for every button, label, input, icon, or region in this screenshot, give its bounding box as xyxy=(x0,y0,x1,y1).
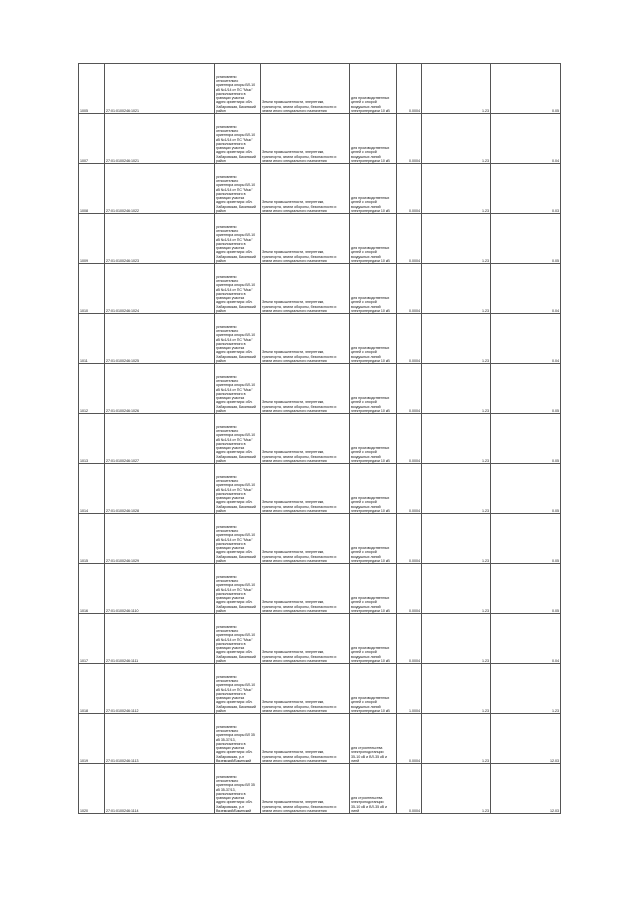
land-category-cell xyxy=(261,164,350,214)
area-value: 0.0004 xyxy=(409,158,420,163)
location-description-cell xyxy=(215,264,261,314)
coefficient-value: 1.23 xyxy=(482,158,489,163)
coefficient-value: 1.23 xyxy=(482,708,489,713)
permitted-use-cell xyxy=(350,514,397,564)
coefficient-value-cell xyxy=(422,164,491,214)
permitted-use-cell xyxy=(350,164,397,214)
row-number: 1014 xyxy=(80,508,88,513)
land-category: Земли промышленности, энергетики, транспорта, земли обороны, безопасности и земли иного специального назначения xyxy=(262,100,337,113)
coefficient-value-cell xyxy=(422,114,491,164)
amount-value-cell xyxy=(491,64,561,114)
cadastral-number: 27:01:0100246:1110 xyxy=(106,608,139,613)
row-number-cell xyxy=(79,464,105,514)
permitted-use: для производственных целей с опорой воздушных линий электропередачи 10 кВ xyxy=(351,496,390,513)
coefficient-value-cell xyxy=(422,264,491,314)
area-value-cell xyxy=(397,264,422,314)
amount-value-cell xyxy=(491,714,561,764)
permitted-use: для производственных целей с опорой воздушных линий электропередачи 10 кВ xyxy=(351,96,390,113)
row-number: 1010 xyxy=(80,308,88,313)
land-category: Земли промышленности, энергетики, транспорта, земли обороны, безопасности и земли иного специального назначения xyxy=(262,250,337,263)
table-row xyxy=(79,364,561,414)
location-description: установлено относительно ориентира опоры ВЛ-10 кВ №1/14 от ПС "Мыс" расположенного в границах участка адрес ориентира: обл. Хабаровская, Бикинский район xyxy=(216,424,256,463)
area-value: 0.0004 xyxy=(409,308,420,313)
amount-value: 0.04 xyxy=(552,358,559,363)
row-number-cell xyxy=(79,164,105,214)
coefficient-value: 1.23 xyxy=(482,458,489,463)
cadastral-number-cell xyxy=(105,514,215,564)
coefficient-value-cell xyxy=(422,364,491,414)
location-description: установлено относительно ориентира опоры ВЛ-10 кВ №1/14 от ПС "Мыс" расположенного в границах участка адрес ориентира: обл. Хабаровская, Бикинский район xyxy=(216,624,256,663)
amount-value: 0.05 xyxy=(552,458,559,463)
cadastral-number: 27:01:0100246:1026 xyxy=(106,408,139,413)
land-category-cell xyxy=(261,264,350,314)
area-value: 0.0004 xyxy=(409,458,420,463)
table-row xyxy=(79,714,561,764)
land-category: Земли промышленности, энергетики, транспорта, земли обороны, безопасности и земли иного специального назначения xyxy=(262,600,337,613)
cadastral-number: 27:01:0100246:1025 xyxy=(106,358,139,363)
location-description-cell xyxy=(215,514,261,564)
coefficient-value-cell xyxy=(422,764,491,814)
land-category: Земли промышленности, энергетики, транспорта, земли обороны, безопасности и земли иного специального назначения xyxy=(262,150,337,163)
row-number-cell xyxy=(79,764,105,814)
permitted-use: для производственных целей с опорой воздушных линий электропередачи 10 кВ xyxy=(351,646,390,663)
row-number-cell xyxy=(79,564,105,614)
land-category: Земли промышленности, энергетики, транспорта, земли обороны, безопасности и земли иного специального назначения xyxy=(262,350,337,363)
cadastral-number-cell xyxy=(105,614,215,664)
row-number-cell xyxy=(79,314,105,364)
cadastral-number: 27:01:0100246:1024 xyxy=(106,308,139,313)
row-number: 1020 xyxy=(80,808,88,813)
land-category-cell xyxy=(261,764,350,814)
location-description: установлено относительно ориентира опоры ВЛ-10 кВ №1/14 от ПС "Мыс" расположенного в границах участка адрес ориентира: обл. Хабаровская, Бикинский район xyxy=(216,274,256,313)
location-description: установлено относительно ориентира опоры ВЛ-10 кВ №1/14 от ПС "Мыс" расположенного в границах участка адрес ориентира: обл. Хабаровская, Бикинский район xyxy=(216,224,256,263)
amount-value: 0.05 xyxy=(552,558,559,563)
amount-value: 12.03 xyxy=(550,808,559,813)
area-value-cell xyxy=(397,114,422,164)
cadastral-number: 27:01:0100246:1021 xyxy=(106,108,139,113)
area-value: 0.0004 xyxy=(409,808,420,813)
location-description: установлено относительно ориентира опоры ВЛ-10 кВ №1/14 от ПС "Мыс" расположенного в границах участка адрес ориентира: обл. Хабаровская, Бикинский район xyxy=(216,124,256,163)
location-description: установлено относительно ориентира опоры ВЛ-10 кВ №1/14 от ПС "Мыс" расположенного в границах участка адрес ориентира: обл. Хабаровская, Бикинский район xyxy=(216,674,256,713)
location-description-cell xyxy=(215,64,261,114)
cadastral-number-cell xyxy=(105,764,215,814)
cadastral-number-cell xyxy=(105,714,215,764)
land-category-cell xyxy=(261,414,350,464)
area-value-cell xyxy=(397,464,422,514)
cadastral-number: 27:01:0100246:1022 xyxy=(106,208,139,213)
permitted-use-cell xyxy=(350,364,397,414)
coefficient-value-cell xyxy=(422,64,491,114)
land-category: Земли промышленности, энергетики, транспорта, земли обороны, безопасности и земли иного специального назначения xyxy=(262,750,337,763)
row-number-cell xyxy=(79,114,105,164)
location-description: установлено относительно ориентира опоры ВЛ-10 кВ №1/14 от ПС "Мыс" расположенного в границах участка адрес ориентира: обл. Хабаровская, Бикинский район xyxy=(216,574,256,613)
coefficient-value: 1.23 xyxy=(482,808,489,813)
row-number: 1019 xyxy=(80,758,88,763)
coefficient-value: 1.23 xyxy=(482,308,489,313)
row-number: 1007 xyxy=(80,158,88,163)
amount-value-cell xyxy=(491,414,561,464)
area-value-cell xyxy=(397,564,422,614)
table-row xyxy=(79,664,561,714)
cadastral-number-cell xyxy=(105,114,215,164)
row-number-cell xyxy=(79,364,105,414)
coefficient-value: 1.23 xyxy=(482,758,489,763)
land-category: Земли промышленности, энергетики, транспорта, земли обороны, безопасности и земли иного специального назначения xyxy=(262,300,337,313)
permitted-use: для производственных целей с опорой воздушных линий электропередачи 10 кВ xyxy=(351,446,390,463)
location-description: установлено относительно ориентира опоры ВЛ 35 кВ 35-37/13, расположенного в границах участка адрес ориентира: обл. Хабаровская, р-н Вяземский/Бикинский xyxy=(216,774,255,813)
location-description-cell xyxy=(215,314,261,364)
area-value-cell xyxy=(397,364,422,414)
amount-value-cell xyxy=(491,114,561,164)
permitted-use-cell xyxy=(350,664,397,714)
location-description-cell xyxy=(215,114,261,164)
amount-value-cell xyxy=(491,314,561,364)
table-row xyxy=(79,514,561,564)
amount-value-cell xyxy=(491,364,561,414)
land-category: Земли промышленности, энергетики, транспорта, земли обороны, безопасности и земли иного специального назначения xyxy=(262,500,337,513)
row-number: 1011 xyxy=(80,358,88,363)
location-description: установлено относительно ориентира опоры ВЛ-10 кВ №1/14 от ПС "Мыс" расположенного в границах участка адрес ориентира: обл. Хабаровская, Бикинский район xyxy=(216,524,256,563)
land-category-cell xyxy=(261,514,350,564)
amount-value-cell xyxy=(491,214,561,264)
land-category-cell xyxy=(261,714,350,764)
location-description-cell xyxy=(215,764,261,814)
permitted-use-cell xyxy=(350,114,397,164)
amount-value: 0.05 xyxy=(552,258,559,263)
cadastral-number: 27:01:0100246:1029 xyxy=(106,558,139,563)
permitted-use: для производственных целей с опорой воздушных линий электропередачи 10 кВ xyxy=(351,196,390,213)
land-category-cell xyxy=(261,114,350,164)
permitted-use-cell xyxy=(350,264,397,314)
row-number: 1017 xyxy=(80,658,88,663)
area-value: 1.0004 xyxy=(409,708,420,713)
permitted-use-cell xyxy=(350,64,397,114)
amount-value: 12.03 xyxy=(550,758,559,763)
amount-value: 0.04 xyxy=(552,308,559,313)
coefficient-value: 1.23 xyxy=(482,408,489,413)
land-category: Земли промышленности, энергетики, транспорта, земли обороны, безопасности и земли иного специального назначения xyxy=(262,400,337,413)
area-value-cell xyxy=(397,314,422,364)
table-row xyxy=(79,414,561,464)
coefficient-value-cell xyxy=(422,514,491,564)
coefficient-value-cell xyxy=(422,214,491,264)
area-value: 0.0004 xyxy=(409,208,420,213)
amount-value: 0.05 xyxy=(552,608,559,613)
coefficient-value: 1.23 xyxy=(482,208,489,213)
permitted-use-cell xyxy=(350,464,397,514)
amount-value: 0.05 xyxy=(552,508,559,513)
coefficient-value-cell xyxy=(422,664,491,714)
amount-value: 0.05 xyxy=(552,408,559,413)
coefficient-value: 1.23 xyxy=(482,358,489,363)
amount-value: 0.05 xyxy=(552,108,559,113)
area-value: 0.0004 xyxy=(409,108,420,113)
table-row xyxy=(79,64,561,114)
permitted-use: для производственных целей с опорой воздушных линий электропередачи 10 кВ xyxy=(351,596,390,613)
land-category: Земли промышленности, энергетики, транспорта, земли обороны, безопасности и земли иного специального назначения xyxy=(262,800,337,813)
land-category: Земли промышленности, энергетики, транспорта, земли обороны, безопасности и земли иного специального назначения xyxy=(262,200,337,213)
land-category-cell xyxy=(261,214,350,264)
table-row xyxy=(79,764,561,814)
area-value: 0.0004 xyxy=(409,508,420,513)
coefficient-value-cell xyxy=(422,714,491,764)
coefficient-value: 1.23 xyxy=(482,558,489,563)
area-value-cell xyxy=(397,214,422,264)
cadastral-number-cell xyxy=(105,564,215,614)
row-number: 1009 xyxy=(80,258,88,263)
land-category-cell xyxy=(261,664,350,714)
area-value-cell xyxy=(397,414,422,464)
area-value-cell xyxy=(397,164,422,214)
amount-value: 0.04 xyxy=(552,158,559,163)
amount-value: 1.23 xyxy=(552,708,559,713)
row-number-cell xyxy=(79,414,105,464)
permitted-use: для строительства электроподстанции 35-10 кВ и ВЛ-35 кВ и линй xyxy=(351,796,388,813)
area-value-cell xyxy=(397,614,422,664)
coefficient-value: 1.23 xyxy=(482,108,489,113)
amount-value-cell xyxy=(491,764,561,814)
location-description: установлено относительно ориентира опоры ВЛ-10 кВ №1/14 от ПС "Мыс" расположенного в границах участка адрес ориентира: обл. Хабаровская, Бикинский район xyxy=(216,324,256,363)
permitted-use: для производственных целей с опорой воздушных линий электропередачи 10 кВ xyxy=(351,696,390,713)
table-row xyxy=(79,214,561,264)
amount-value-cell xyxy=(491,614,561,664)
area-value: 0.0004 xyxy=(409,258,420,263)
coefficient-value: 1.23 xyxy=(482,258,489,263)
row-number-cell xyxy=(79,214,105,264)
location-description-cell xyxy=(215,414,261,464)
location-description-cell xyxy=(215,364,261,414)
row-number-cell xyxy=(79,714,105,764)
cadastral-number-cell xyxy=(105,364,215,414)
row-number: 1012 xyxy=(80,408,88,413)
coefficient-value-cell xyxy=(422,314,491,364)
permitted-use: для производственных целей с опорой воздушных линий электропередачи 10 кВ xyxy=(351,396,390,413)
location-description-cell xyxy=(215,714,261,764)
area-value-cell xyxy=(397,714,422,764)
location-description: установлено относительно ориентира опоры ВЛ-10 кВ №1/14 от ПС "Мыс" расположенного в границах участка адрес ориентира: обл. Хабаровская, Бикинский район xyxy=(216,374,256,413)
permitted-use: для строительства электроподстанции 35-10 кВ и ВЛ-35 кВ и линй xyxy=(351,746,388,763)
row-number: 1005 xyxy=(80,108,88,113)
coefficient-value-cell xyxy=(422,414,491,464)
row-number-cell xyxy=(79,64,105,114)
cadastral-number: 27:01:0100246:1023 xyxy=(106,258,139,263)
coefficient-value: 1.23 xyxy=(482,508,489,513)
row-number: 1008 xyxy=(80,208,88,213)
amount-value-cell xyxy=(491,464,561,514)
table-row xyxy=(79,264,561,314)
area-value: 0.0004 xyxy=(409,608,420,613)
area-value: 0.0004 xyxy=(409,408,420,413)
permitted-use-cell xyxy=(350,314,397,364)
table-row xyxy=(79,464,561,514)
location-description: установлено относительно ориентира опоры ВЛ-10 кВ №1/14 от ПС "Мыс" расположенного в границах участка адрес ориентира: обл. Хабаровская, Бикинский район xyxy=(216,474,256,513)
permitted-use: для производственных целей с опорой воздушных линий электропередачи 10 кВ xyxy=(351,246,390,263)
location-description-cell xyxy=(215,664,261,714)
location-description-cell xyxy=(215,214,261,264)
cadastral-number-cell xyxy=(105,414,215,464)
area-value-cell xyxy=(397,64,422,114)
row-number: 1013 xyxy=(80,458,88,463)
area-value-cell xyxy=(397,664,422,714)
cadastral-number-cell xyxy=(105,314,215,364)
cadastral-number: 27:01:0100246:1111 xyxy=(106,658,139,663)
coefficient-value: 1.23 xyxy=(482,608,489,613)
row-number: 1016 xyxy=(80,608,88,613)
row-number-cell xyxy=(79,664,105,714)
location-description-cell xyxy=(215,164,261,214)
cadastral-number-cell xyxy=(105,214,215,264)
cadastral-number-cell xyxy=(105,464,215,514)
row-number-cell xyxy=(79,514,105,564)
table-row xyxy=(79,564,561,614)
permitted-use: для производственных целей с опорой воздушных линий электропередачи 10 кВ xyxy=(351,146,390,163)
location-description: установлено относительно ориентира опоры ВЛ-10 кВ №1/14 от ПС "Мыс" расположенного в границах участка адрес ориентира: обл. Хабаровская, Бикинский район xyxy=(216,74,256,113)
cadastral-number: 27:01:0100246:1028 xyxy=(106,508,139,513)
amount-value: 0.04 xyxy=(552,658,559,663)
row-number-cell xyxy=(79,614,105,664)
area-value: 0.0004 xyxy=(409,558,420,563)
amount-value-cell xyxy=(491,664,561,714)
row-number: 1018 xyxy=(80,708,88,713)
permitted-use: для производственных целей с опорой воздушных линий электропередачи 10 кВ xyxy=(351,346,390,363)
location-description: установлено относительно ориентира опоры ВЛ-10 кВ №1/14 от ПС "Мыс" расположенного в границах участка адрес ориентира: обл. Хабаровская, Бикинский район xyxy=(216,174,256,213)
land-category-cell xyxy=(261,564,350,614)
area-value: 0.0004 xyxy=(409,758,420,763)
land-category: Земли промышленности, энергетики, транспорта, земли обороны, безопасности и земли иного специального назначения xyxy=(262,700,337,713)
permitted-use-cell xyxy=(350,614,397,664)
land-category-cell xyxy=(261,614,350,664)
area-value: 0.0004 xyxy=(409,658,420,663)
location-description-cell xyxy=(215,614,261,664)
area-value-cell xyxy=(397,764,422,814)
land-category-cell xyxy=(261,464,350,514)
land-category: Земли промышленности, энергетики, транспорта, земли обороны, безопасности и земли иного специального назначения xyxy=(262,450,337,463)
table-row xyxy=(79,164,561,214)
cadastral-number: 27:01:0100246:1114 xyxy=(106,808,139,813)
table-body xyxy=(79,64,561,814)
permitted-use-cell xyxy=(350,414,397,464)
area-value: 0.0004 xyxy=(409,358,420,363)
coefficient-value-cell xyxy=(422,614,491,664)
area-value-cell xyxy=(397,514,422,564)
cadastral-number-cell xyxy=(105,64,215,114)
coefficient-value: 1.23 xyxy=(482,658,489,663)
row-number-cell xyxy=(79,264,105,314)
table-row xyxy=(79,314,561,364)
amount-value-cell xyxy=(491,264,561,314)
permitted-use: для производственных целей с опорой воздушных линий электропередачи 10 кВ xyxy=(351,546,390,563)
land-category-cell xyxy=(261,314,350,364)
amount-value-cell xyxy=(491,564,561,614)
coefficient-value-cell xyxy=(422,564,491,614)
location-description-cell xyxy=(215,464,261,514)
land-category: Земли промышленности, энергетики, транспорта, земли обороны, безопасности и земли иного специального назначения xyxy=(262,550,337,563)
land-category-cell xyxy=(261,64,350,114)
location-description-cell xyxy=(215,564,261,614)
land-category: Земли промышленности, энергетики, транспорта, земли обороны, безопасности и земли иного специального назначения xyxy=(262,650,337,663)
cadastral-number: 27:01:0100246:1113 xyxy=(106,758,139,763)
permitted-use-cell xyxy=(350,764,397,814)
amount-value-cell xyxy=(491,164,561,214)
cadastral-number: 27:01:0100246:1027 xyxy=(106,458,139,463)
cadastral-number: 27:01:0100246:1021 xyxy=(106,158,139,163)
table-row xyxy=(79,114,561,164)
cadastral-number-cell xyxy=(105,164,215,214)
location-description: установлено относительно ориентира опоры ВЛ 35 кВ 35-37/13, расположенного в границах участка адрес ориентира: обл. Хабаровская, р-н Вяземский/Бикинский xyxy=(216,724,255,763)
row-number: 1015 xyxy=(80,558,88,563)
cadastral-number-cell xyxy=(105,664,215,714)
permitted-use-cell xyxy=(350,714,397,764)
land-category-cell xyxy=(261,364,350,414)
coefficient-value-cell xyxy=(422,464,491,514)
amount-value: 0.03 xyxy=(552,208,559,213)
land-plots-table xyxy=(78,63,561,814)
permitted-use-cell xyxy=(350,564,397,614)
cadastral-number: 27:01:0100246:1112 xyxy=(106,708,139,713)
cadastral-number-cell xyxy=(105,264,215,314)
permitted-use-cell xyxy=(350,214,397,264)
table-row xyxy=(79,614,561,664)
amount-value-cell xyxy=(491,514,561,564)
permitted-use: для производственных целей с опорой воздушных линий электропередачи 10 кВ xyxy=(351,296,390,313)
